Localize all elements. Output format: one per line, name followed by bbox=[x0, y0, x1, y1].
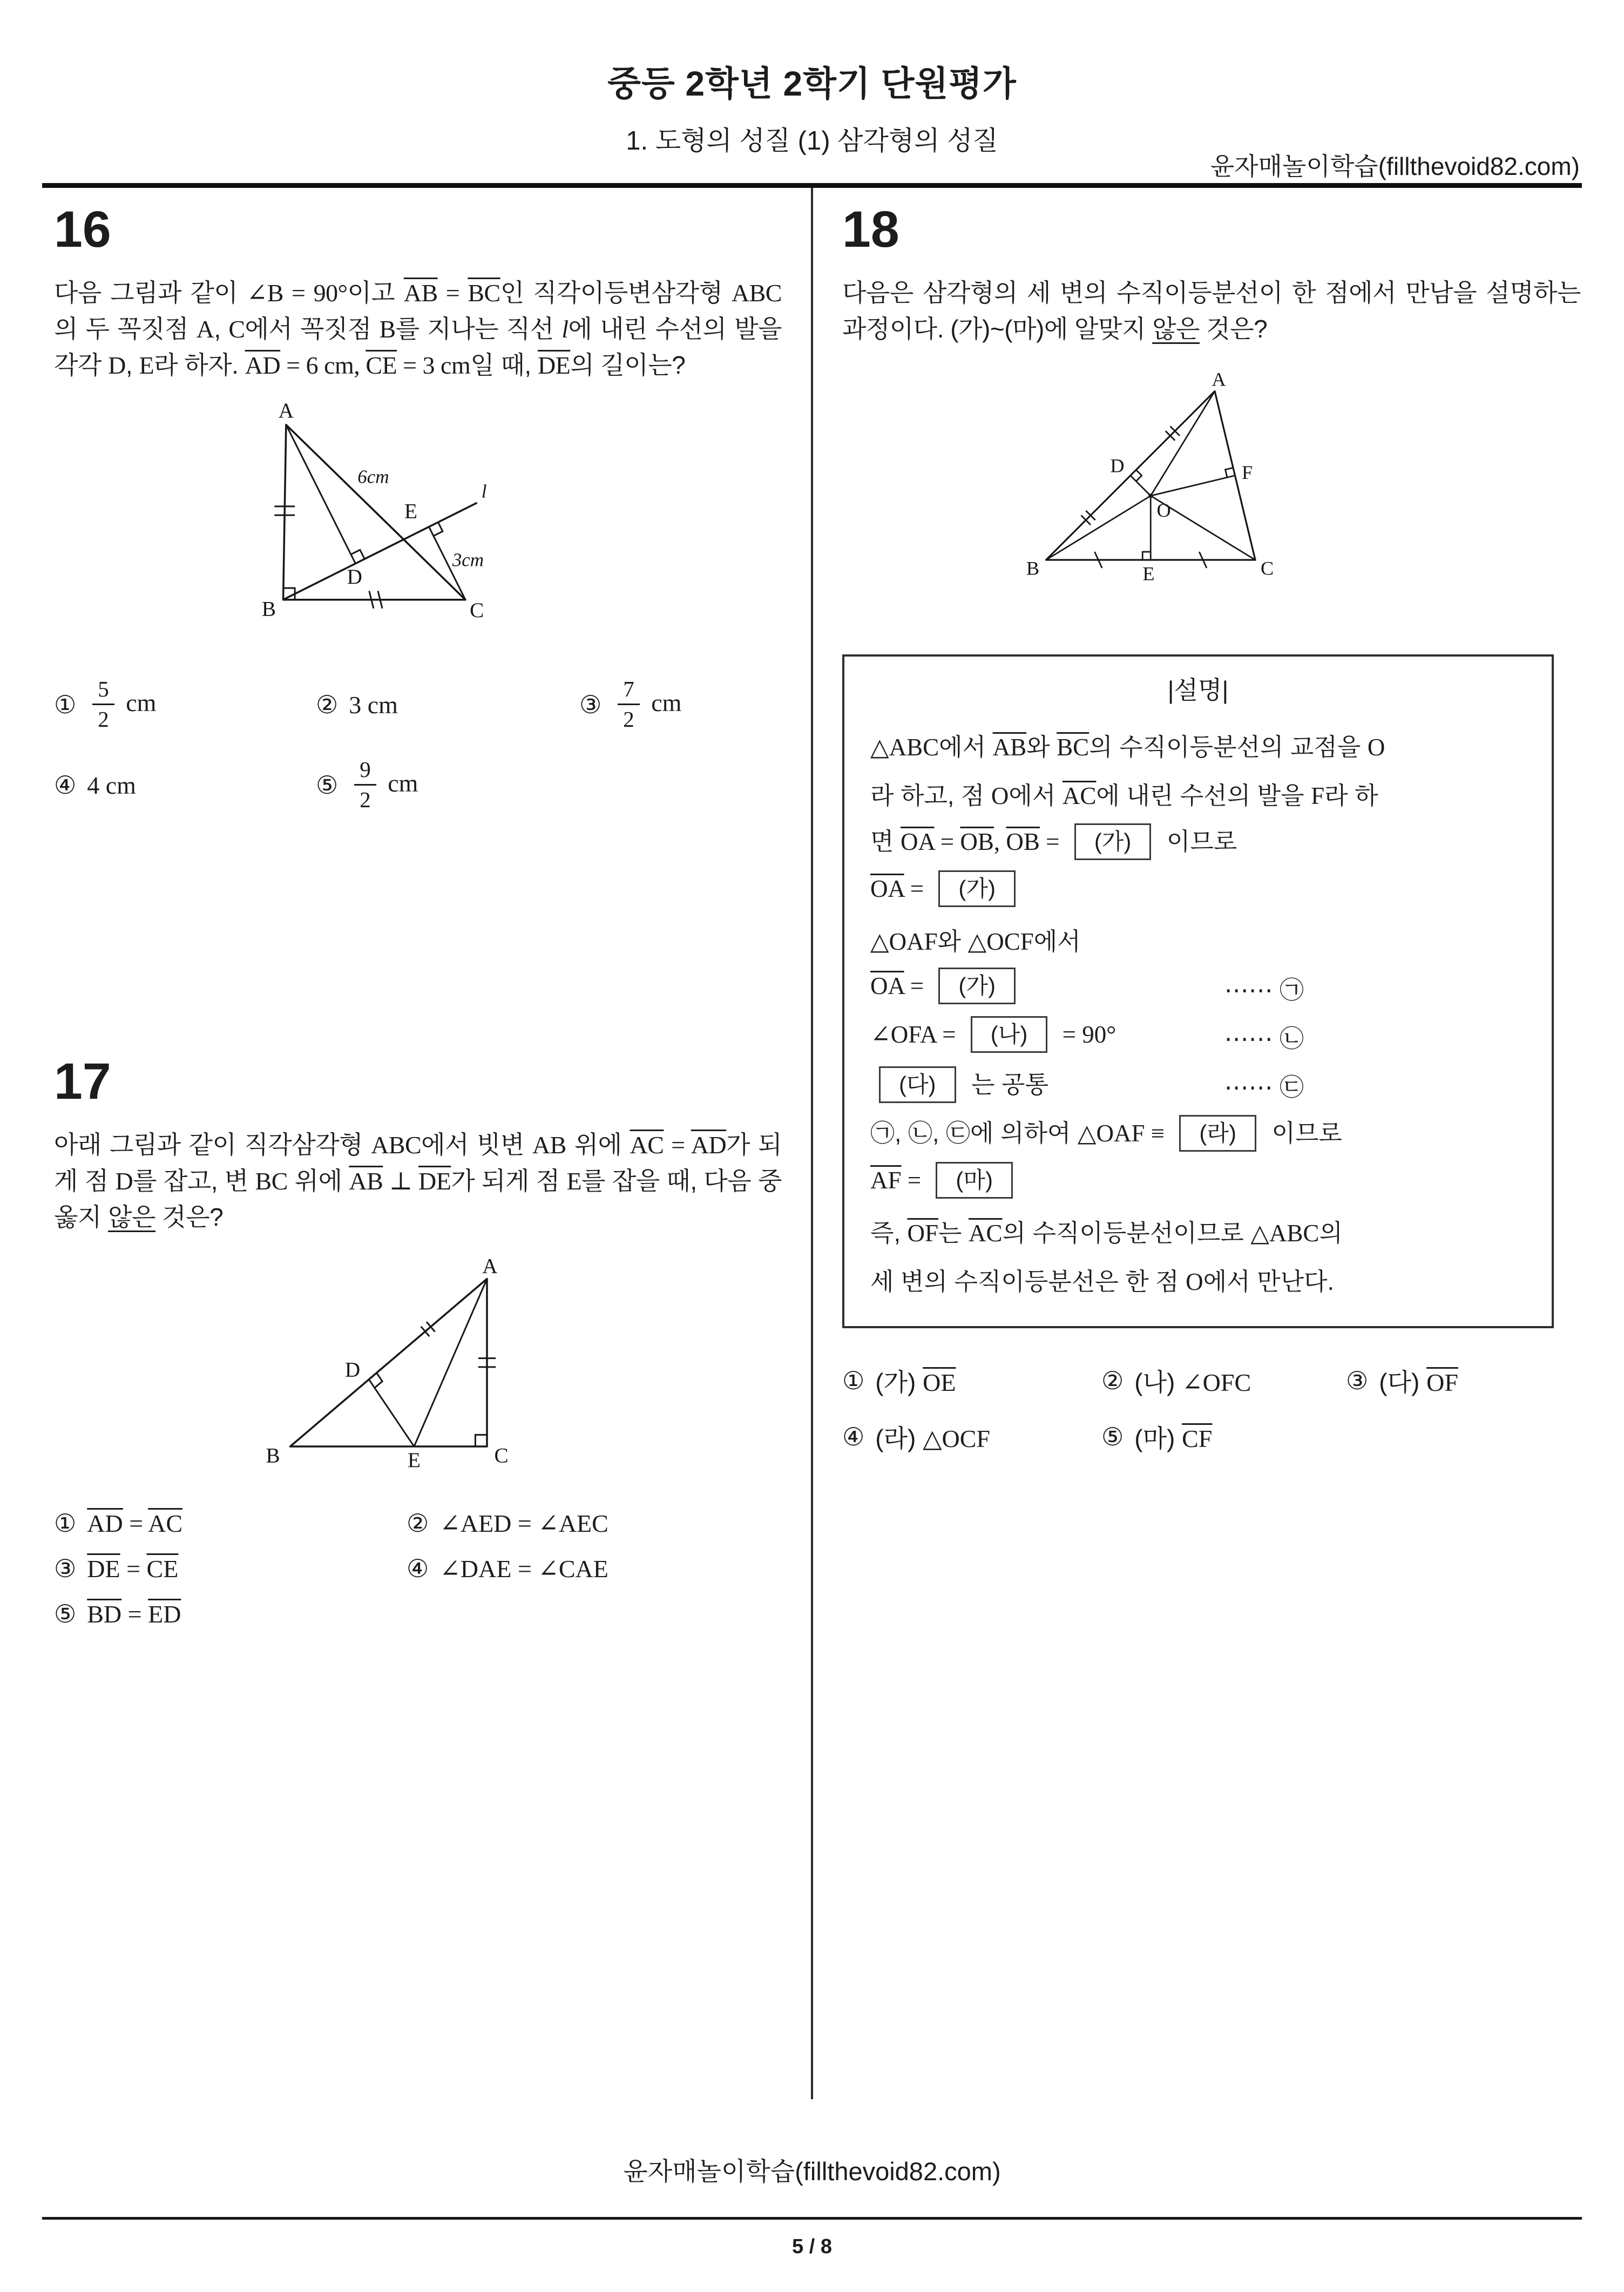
choice-number: ③ bbox=[1346, 1367, 1369, 1395]
center-label-o: O bbox=[1156, 499, 1171, 521]
explanation-line-text: △ABC에서 $\overline{AB}$와 $\overline{BC}$의 수직이등분선의 교점을 O bbox=[870, 733, 1385, 761]
figure-17-diagram bbox=[254, 1257, 545, 1476]
choice-17-2 bbox=[407, 1509, 782, 1538]
choice-text: ∠AED = ∠AEC bbox=[439, 1509, 608, 1537]
right-column bbox=[842, 188, 1581, 1455]
triangle-abc bbox=[283, 425, 466, 600]
length-label-ad: 6cm bbox=[357, 466, 389, 488]
explanation-line-text: $\overline{AF}$ = (마) bbox=[870, 1164, 1021, 1200]
choice-number: ④ bbox=[407, 1554, 429, 1583]
left-column bbox=[54, 188, 782, 1628]
page-subtitle: 1. 도형의 성질 (1) 삼각형의 성질 bbox=[626, 126, 998, 155]
problem-16-text: 다음 그림과 같이 ∠B = 90°이고 $\overline{AB} = \overline{BC}$인 직각이등변삼각형 ABC의 두 꼭짓점 A, C에서 꼭짓점 B를 지나는 직선 l에 내린 수선의 발을 각각 D, E라 하자. $\overline{AD} = 6$ cm, $\overline{CE} = 3$ cm일 때, $\overline{DE}$의 길이는? bbox=[54, 279, 782, 379]
choice-number: ③ bbox=[54, 1554, 77, 1583]
explanation-line bbox=[870, 769, 1526, 817]
page-title: 중등 2학년 2학기 단원평가 bbox=[607, 64, 1017, 103]
figure-18-diagram bbox=[1026, 371, 1296, 587]
choice-text: (라) △OCF bbox=[875, 1424, 990, 1452]
vertex-label-a: A bbox=[1212, 371, 1226, 390]
choice-text: 4 cm bbox=[87, 771, 136, 799]
choice-number: ② bbox=[407, 1509, 429, 1537]
choice-number: ⑤ bbox=[316, 770, 339, 799]
problem-18-text: 다음은 삼각형의 세 변의 수직이등분선이 한 점에서 만남을 설명하는 과정이다. (가)~(마)에 알맞지 않은 것은? bbox=[842, 279, 1581, 343]
vertex-label-f: F bbox=[1242, 462, 1253, 483]
problem-17 bbox=[54, 1052, 782, 1628]
choice-number: ③ bbox=[579, 690, 602, 719]
vertex-label-b: B bbox=[1026, 557, 1039, 579]
vertex-label-d: D bbox=[344, 1357, 361, 1381]
explanation-box bbox=[842, 654, 1554, 1328]
explanation-line-text: (다) 는 공통 bbox=[870, 1065, 1048, 1105]
choice-number: ⑤ bbox=[1101, 1423, 1124, 1451]
choice-text: $\overline{BD} = \overline{ED}$ bbox=[87, 1600, 181, 1628]
vertex-label-a: A bbox=[482, 1256, 498, 1278]
problem-18-choices bbox=[842, 1363, 1581, 1455]
explanation-line-text: ㉠, ㉡, ㉢에 의하여 △OAF ≡ (라) 이므로 bbox=[870, 1113, 1342, 1153]
header-credit: 윤자매놀이학습(fillthevoid82.com) bbox=[1210, 152, 1580, 180]
choice-17-1 bbox=[54, 1509, 407, 1538]
choice-text: $\frac{9}{2}$ cm bbox=[349, 757, 418, 813]
choice-number: ① bbox=[54, 1509, 77, 1537]
vertex-label-c: C bbox=[470, 599, 484, 623]
explanation-line-text: 면 $\overline{OA} = \overline{OB}$, $\overline{OB}$ = (가) 이므로 bbox=[870, 822, 1237, 862]
vertex-label-b: B bbox=[266, 1444, 280, 1468]
condition-marker: ⋯⋯ ㉡ bbox=[1224, 1024, 1304, 1052]
vertex-label-c: C bbox=[494, 1444, 509, 1468]
vertex-label-c: C bbox=[1261, 557, 1274, 579]
explanation-line bbox=[870, 1158, 1526, 1206]
condition-marker: ⋯⋯ ㉢ bbox=[1224, 1073, 1304, 1101]
choice-18-4 bbox=[842, 1419, 1101, 1455]
explanation-line bbox=[870, 1206, 1526, 1255]
choice-text: $\frac{7}{2}$ cm bbox=[612, 677, 681, 732]
vertex-label-b: B bbox=[261, 597, 276, 621]
explanation-line-text: 즉, $\overline{OF}$는 $\overline{AC}$의 수직이등분선이므로 △ABC의 bbox=[870, 1219, 1343, 1247]
vertex-label-e: E bbox=[404, 499, 417, 523]
segments-from-o bbox=[1046, 391, 1256, 560]
choice-18-5 bbox=[1101, 1419, 1346, 1455]
choice-text: (가) $\overline{OE}$ bbox=[875, 1368, 956, 1396]
choice-text: $\overline{AD} = \overline{AC}$ bbox=[87, 1509, 183, 1537]
explanation-line-text: 세 변의 수직이등분선은 한 점 O에서 만난다. bbox=[870, 1267, 1335, 1295]
problem-17-choices bbox=[54, 1509, 782, 1628]
figure-18 bbox=[1026, 371, 1581, 590]
explanation-line-text: 라 하고, 점 O에서 $\overline{AC}$에 내린 수선의 발을 F라 하 bbox=[870, 781, 1378, 809]
choice-text: (다) $\overline{OF}$ bbox=[1379, 1368, 1458, 1396]
condition-marker: ⋯⋯ ㉠ bbox=[1224, 976, 1304, 1004]
choice-16-5 bbox=[316, 757, 579, 813]
explanation-line bbox=[870, 1109, 1526, 1158]
vertex-label-d: D bbox=[347, 565, 362, 589]
choice-number: ④ bbox=[842, 1423, 865, 1451]
choice-18-1 bbox=[842, 1363, 1101, 1398]
tick-marks bbox=[1081, 427, 1207, 569]
segments-de-ae bbox=[369, 1279, 487, 1446]
choice-16-2 bbox=[316, 690, 579, 719]
problem-18-number: 18 bbox=[842, 201, 899, 258]
vertex-label-e: E bbox=[1142, 563, 1155, 585]
choice-18-2 bbox=[1101, 1363, 1346, 1398]
choice-16-1 bbox=[54, 677, 316, 732]
explanation-line bbox=[870, 1012, 1526, 1060]
choice-17-3 bbox=[54, 1554, 407, 1583]
explanation-title: |설명| bbox=[1167, 676, 1229, 704]
choice-number: ⑤ bbox=[54, 1599, 77, 1628]
explanation-line bbox=[870, 963, 1526, 1012]
choice-18-3 bbox=[1346, 1363, 1581, 1398]
choice-number: ④ bbox=[54, 770, 77, 799]
choice-17-5 bbox=[54, 1599, 407, 1628]
explanation-line bbox=[870, 915, 1526, 963]
problem-16-number: 16 bbox=[54, 201, 111, 258]
choice-number: ② bbox=[316, 690, 339, 719]
choice-17-4 bbox=[407, 1554, 782, 1583]
top-rule bbox=[42, 183, 1582, 188]
vertex-label-a: A bbox=[278, 403, 294, 423]
triangle-abc bbox=[290, 1279, 488, 1446]
explanation-line-text: $\overline{OA}$ = (가) bbox=[870, 872, 1024, 909]
choice-16-3 bbox=[579, 677, 782, 732]
explanation-line-text: $\overline{OA}$ = (가) bbox=[870, 969, 1024, 1006]
explanation-line bbox=[870, 866, 1526, 915]
vertex-label-e: E bbox=[408, 1448, 421, 1472]
bottom-rule bbox=[42, 2217, 1582, 2220]
problem-18 bbox=[842, 201, 1581, 1455]
choice-text: ∠DAE = ∠CAE bbox=[439, 1554, 608, 1583]
choice-16-4 bbox=[54, 770, 316, 800]
column-divider bbox=[811, 188, 813, 2099]
explanation-line-text: △OAF와 △OCF에서 bbox=[870, 927, 1081, 955]
explanation-line bbox=[870, 1255, 1526, 1303]
choice-text: (마) $\overline{CF}$ bbox=[1134, 1424, 1213, 1452]
choice-number: ② bbox=[1101, 1367, 1124, 1395]
explanation-line-text: ∠OFA = (나) = 90° bbox=[870, 1018, 1116, 1054]
problem-17-number: 17 bbox=[54, 1052, 111, 1110]
footer-credit: 윤자매놀이학습(fillthevoid82.com) bbox=[623, 2157, 1001, 2186]
problem-16-choices bbox=[54, 677, 782, 813]
choice-number: ① bbox=[842, 1367, 865, 1395]
explanation-line bbox=[870, 1060, 1526, 1109]
choice-number: ① bbox=[54, 690, 77, 719]
vertex-label-d: D bbox=[1110, 455, 1125, 477]
page-number: 5 / 8 bbox=[792, 2235, 832, 2258]
explanation-line bbox=[870, 720, 1526, 769]
figure-16 bbox=[232, 403, 782, 651]
problem-16 bbox=[54, 201, 782, 813]
length-label-ce: 3cm bbox=[452, 549, 484, 571]
explanation-line bbox=[870, 817, 1526, 866]
figure-17 bbox=[254, 1257, 782, 1478]
choice-text: 3 cm bbox=[349, 691, 398, 719]
line-l-label: l bbox=[481, 481, 487, 502]
choice-text: $\frac{5}{2}$ cm bbox=[87, 677, 156, 732]
choice-text: (나) ∠OFC bbox=[1134, 1368, 1251, 1396]
problem-17-text: 아래 그림과 같이 직각삼각형 ABC에서 빗변 AB 위에 $\overline{AC} = \overline{AD}$가 되게 점 D를 잡고, 변 BC 위에 $\overline{AB}$ ⊥ $\overline{DE}$가 되게 점 E를 잡을 때, 다음 중 옳지 않은 것은? bbox=[54, 1130, 782, 1231]
figure-16-diagram bbox=[232, 403, 524, 648]
choice-text: $\overline{DE} = \overline{CE}$ bbox=[87, 1554, 179, 1583]
